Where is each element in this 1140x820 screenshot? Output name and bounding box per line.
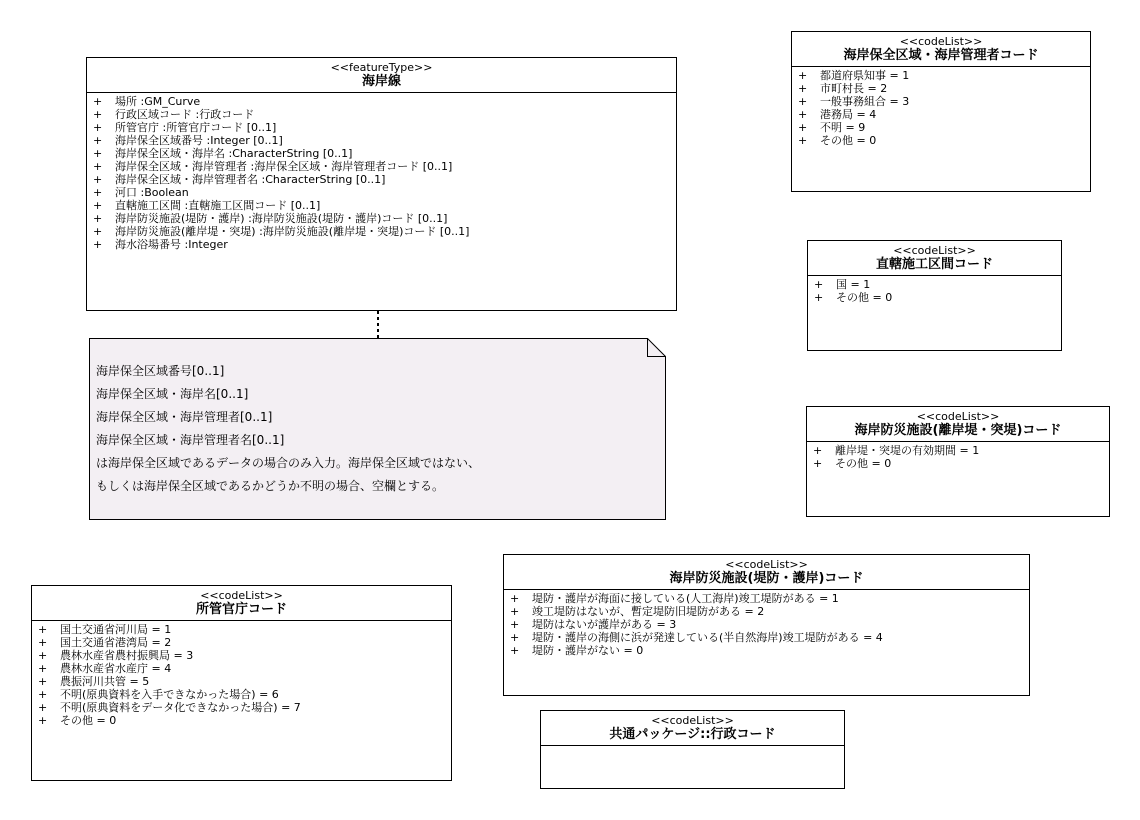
visibility-marker: +	[38, 662, 48, 675]
class-teibou-code	[503, 554, 1030, 696]
value-compartment	[541, 746, 844, 752]
visibility-marker: +	[93, 121, 103, 134]
visibility-marker: +	[38, 688, 48, 701]
attribute-compartment	[87, 93, 676, 255]
attribute-text: 海岸保全区域番号 :Integer [0..1]	[115, 134, 283, 147]
attribute-text: 海岸防災施設(離岸堤・突堤) :海岸防災施設(離岸堤・突堤)コード [0..1]	[115, 225, 470, 238]
visibility-marker: +	[510, 618, 520, 631]
attribute-row	[93, 238, 670, 251]
attribute-row	[93, 199, 670, 212]
attribute-row	[510, 644, 1023, 657]
class-header	[32, 586, 451, 621]
visibility-marker: +	[798, 82, 808, 95]
attribute-text: 海水浴場番号 :Integer	[115, 238, 228, 251]
visibility-marker: +	[38, 714, 48, 727]
attribute-text: 港務局 = 4	[820, 108, 877, 121]
visibility-marker: +	[813, 457, 823, 470]
visibility-marker: +	[38, 701, 48, 714]
value-compartment	[807, 442, 1109, 474]
value-compartment	[504, 590, 1029, 661]
attribute-text: 堤防・護岸の海側に浜が発達している(半自然海岸)竣工堤防がある = 4	[532, 631, 883, 644]
attribute-text: 所管官庁 :所管官庁コード [0..1]	[115, 121, 277, 134]
class-header	[87, 58, 676, 93]
note-line: もしくは海岸保全区域であるかどうか不明の場合、空欄とする。	[96, 479, 445, 493]
attribute-row	[93, 173, 670, 186]
visibility-marker: +	[93, 160, 103, 173]
visibility-marker: +	[93, 186, 103, 199]
note-box	[89, 338, 666, 520]
note-connector	[377, 311, 379, 338]
attribute-text: 海岸保全区域・海岸管理者 :海岸保全区域・海岸管理者コード [0..1]	[115, 160, 453, 173]
attribute-text: その他 = 0	[60, 714, 117, 727]
class-kaigan-kanrisha-code	[791, 31, 1091, 192]
attribute-row	[93, 212, 670, 225]
value-compartment	[792, 67, 1090, 151]
visibility-marker: +	[93, 147, 103, 160]
visibility-marker: +	[93, 212, 103, 225]
visibility-marker: +	[38, 636, 48, 649]
attribute-row	[510, 605, 1023, 618]
class-name: 海岸線	[361, 74, 401, 89]
attribute-text: 不明(原典資料を入手できなかった場合) = 6	[60, 688, 279, 701]
attribute-text: 都道府県知事 = 1	[820, 69, 910, 82]
class-name: 海岸防災施設(堤防・護岸)コード	[669, 571, 864, 586]
attribute-row	[93, 186, 670, 199]
attribute-row	[93, 95, 670, 108]
attribute-row	[93, 160, 670, 173]
attribute-text: 国土交通省河川局 = 1	[60, 623, 172, 636]
attribute-row	[813, 444, 1103, 457]
attribute-text: 竣工堤防はないが、暫定堤防旧堤防がある = 2	[532, 605, 765, 618]
visibility-marker: +	[38, 675, 48, 688]
note-line: 海岸保全区域・海岸名[0..1]	[96, 387, 249, 401]
stereotype-label: <<codeList>>	[725, 558, 808, 571]
attribute-text: 行政区域コード :行政コード	[115, 108, 255, 121]
attribute-row	[93, 121, 670, 134]
attribute-row	[814, 278, 1055, 291]
attribute-text: その他 = 0	[836, 291, 893, 304]
visibility-marker: +	[798, 69, 808, 82]
visibility-marker: +	[93, 108, 103, 121]
attribute-row	[38, 623, 445, 636]
attribute-text: 農振河川共管 = 5	[60, 675, 150, 688]
attribute-text: 一般事務組合 = 3	[820, 95, 910, 108]
attribute-row	[38, 649, 445, 662]
stereotype-label: <<featureType>>	[330, 61, 433, 74]
visibility-marker: +	[510, 592, 520, 605]
attribute-row	[93, 225, 670, 238]
attribute-text: 海岸保全区域・海岸管理者名 :CharacterString [0..1]	[115, 173, 386, 186]
attribute-row	[510, 592, 1023, 605]
attribute-row	[93, 108, 670, 121]
visibility-marker: +	[510, 644, 520, 657]
visibility-marker: +	[813, 444, 823, 457]
stereotype-label: <<codeList>>	[916, 410, 1000, 423]
note-line: 海岸保全区域番号[0..1]	[96, 364, 225, 378]
attribute-text: 場所 :GM_Curve	[115, 95, 201, 108]
attribute-text: 不明(原典資料をデータ化できなかった場合) = 7	[60, 701, 301, 714]
visibility-marker: +	[93, 173, 103, 186]
visibility-marker: +	[38, 623, 48, 636]
note-line: 海岸保全区域・海岸管理者[0..1]	[96, 410, 273, 424]
attribute-row	[38, 662, 445, 675]
class-name: 直轄施工区間コード	[875, 257, 993, 272]
stereotype-label: <<codeList>>	[899, 35, 983, 48]
attribute-text: 農林水産省水産庁 = 4	[60, 662, 172, 675]
visibility-marker: +	[814, 291, 824, 304]
class-header	[807, 407, 1109, 442]
visibility-marker: +	[93, 238, 103, 251]
visibility-marker: +	[38, 649, 48, 662]
attribute-row	[38, 701, 445, 714]
visibility-marker: +	[798, 108, 808, 121]
attribute-text: 国土交通省港湾局 = 2	[60, 636, 172, 649]
attribute-row	[813, 457, 1103, 470]
class-name: 所管官庁コード	[195, 602, 287, 617]
note-line: は海岸保全区域であるデータの場合のみ入力。海岸保全区域ではない、	[96, 456, 481, 470]
attribute-text: その他 = 0	[820, 134, 877, 147]
class-kaigansen	[86, 57, 677, 311]
visibility-marker: +	[814, 278, 824, 291]
attribute-row	[93, 147, 670, 160]
class-header	[541, 711, 844, 746]
visibility-marker: +	[93, 225, 103, 238]
visibility-marker: +	[510, 605, 520, 618]
note-line: 海岸保全区域・海岸管理者名[0..1]	[96, 433, 285, 447]
value-compartment	[32, 621, 451, 731]
visibility-marker: +	[93, 95, 103, 108]
visibility-marker: +	[93, 134, 103, 147]
stereotype-label: <<codeList>>	[200, 589, 283, 602]
class-name: 海岸防災施設(離岸堤・突堤)コード	[854, 423, 1062, 438]
attribute-text: 海岸防災施設(堤防・護岸) :海岸防災施設(堤防・護岸)コード [0..1]	[115, 212, 448, 225]
class-gyosei-code	[540, 710, 845, 789]
attribute-row	[814, 291, 1055, 304]
attribute-row	[38, 675, 445, 688]
stereotype-label: <<codeList>>	[893, 244, 976, 257]
attribute-row	[510, 631, 1023, 644]
visibility-marker: +	[798, 95, 808, 108]
attribute-row	[38, 636, 445, 649]
class-header	[808, 241, 1061, 276]
class-name: 海岸保全区域・海岸管理者コード	[843, 48, 1039, 63]
attribute-row	[798, 121, 1084, 134]
stereotype-label: <<codeList>>	[651, 714, 734, 727]
attribute-text: 堤防はないが護岸がある = 3	[532, 618, 677, 631]
attribute-row	[93, 134, 670, 147]
visibility-marker: +	[798, 121, 808, 134]
attribute-text: 国 = 1	[836, 278, 871, 291]
attribute-text: 直轄施工区間 :直轄施工区間コード [0..1]	[115, 199, 321, 212]
value-compartment	[808, 276, 1061, 308]
attribute-row	[798, 69, 1084, 82]
class-header	[792, 32, 1090, 67]
attribute-text: 堤防・護岸がない = 0	[532, 644, 644, 657]
class-rigantei-code	[806, 406, 1110, 517]
attribute-text: 市町村長 = 2	[820, 82, 888, 95]
visibility-marker: +	[93, 199, 103, 212]
visibility-marker: +	[510, 631, 520, 644]
attribute-row	[798, 95, 1084, 108]
attribute-text: 堤防・護岸が海面に接している(人工海岸)竣工堤防がある = 1	[532, 592, 839, 605]
class-chokkatsu-code	[807, 240, 1062, 351]
attribute-text: 不明 = 9	[820, 121, 866, 134]
attribute-row	[798, 134, 1084, 147]
attribute-row	[510, 618, 1023, 631]
attribute-text: 海岸保全区域・海岸名 :CharacterString [0..1]	[115, 147, 353, 160]
class-name: 共通パッケージ::行政コード	[609, 727, 776, 742]
attribute-row	[798, 82, 1084, 95]
attribute-text: 河口 :Boolean	[115, 186, 189, 199]
attribute-text: 離岸堤・突堤の有効期間 = 1	[835, 444, 980, 457]
visibility-marker: +	[798, 134, 808, 147]
class-shokan-code	[31, 585, 452, 781]
attribute-text: 農林水産省農村振興局 = 3	[60, 649, 194, 662]
attribute-row	[38, 714, 445, 727]
attribute-row	[798, 108, 1084, 121]
attribute-row	[38, 688, 445, 701]
note-text	[96, 360, 480, 498]
class-header	[504, 555, 1029, 590]
attribute-text: その他 = 0	[835, 457, 892, 470]
